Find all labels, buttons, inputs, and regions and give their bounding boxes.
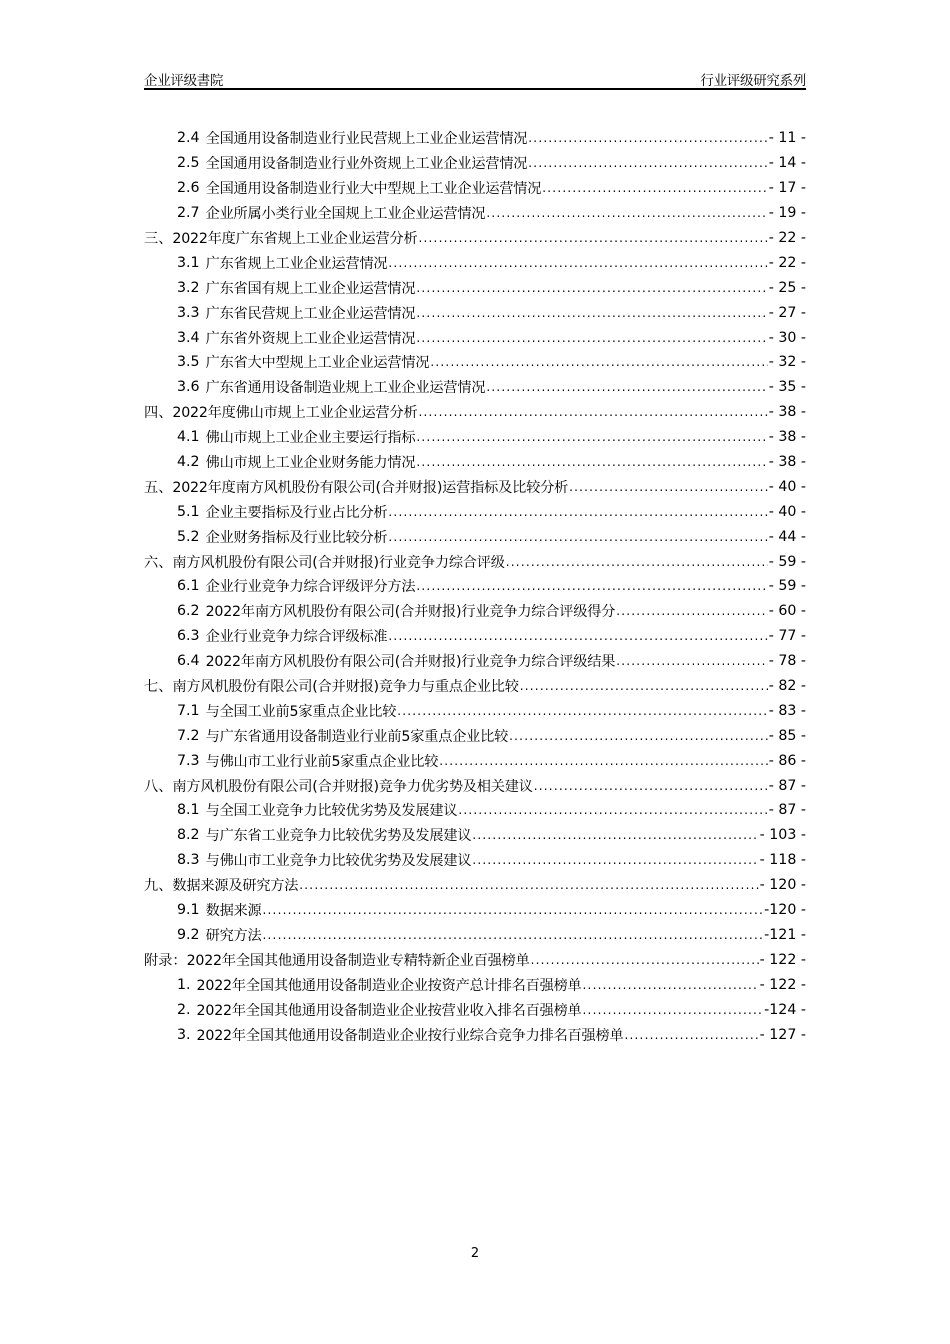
toc-subsection-entry[interactable] (144, 250, 806, 275)
toc-subsection-entry[interactable] (144, 425, 806, 450)
toc-dot-leader (299, 878, 758, 892)
toc-subsection-entry[interactable] (144, 798, 806, 823)
toc-subsection-entry[interactable] (144, 698, 806, 723)
toc-entry-page: - 103 - (759, 827, 806, 844)
toc-entry-title: 2022年南方风机股份有限公司(合并财报)行业竞争力综合评级结果 (205, 654, 616, 671)
toc-entry-title: 佛山市规上工业企业主要运行指标 (205, 430, 416, 447)
toc-dot-leader (583, 978, 759, 992)
toc-entry-title: 全国通用设备制造业行业大中型规上工业企业运营情况 (205, 181, 542, 198)
toc-entry-page: -124 - (764, 1001, 806, 1018)
toc-entry-page: - 59 - (768, 553, 806, 570)
toc-section-entry[interactable] (144, 226, 806, 251)
toc-subsection-entry[interactable] (144, 499, 806, 524)
toc-entry-title: 与广东省通用设备制造业行业前5家重点企业比较 (205, 728, 509, 745)
toc-subsection-entry[interactable] (144, 574, 806, 599)
toc-entry-number: 4.1 (177, 429, 200, 446)
toc-entry-page: - 14 - (768, 155, 806, 172)
header-publisher: 企业评级書院 (144, 73, 224, 89)
toc-entry-page: - 19 - (768, 205, 806, 222)
toc-subsection-entry[interactable] (144, 300, 806, 325)
toc-dot-leader (416, 430, 767, 444)
toc-dot-leader (397, 704, 767, 718)
toc-entry-title: 广东省外资规上工业企业运营情况 (205, 330, 416, 347)
toc-entry-number: 2. (177, 1001, 191, 1018)
toc-dot-leader (531, 953, 759, 967)
toc-dot-leader (416, 306, 767, 320)
toc-entry-number: 七、 (144, 679, 173, 696)
toc-entry-page: - 38 - (768, 454, 806, 471)
toc-entry-page: - 27 - (768, 304, 806, 321)
toc-entry-number: 8.2 (177, 827, 200, 844)
toc-entry-page: - 25 - (768, 279, 806, 296)
toc-entry-title: 广东省民营规上工业企业运营情况 (205, 305, 416, 322)
toc-subsection-entry[interactable] (144, 151, 806, 176)
toc-entry-number: 3.3 (177, 304, 200, 321)
toc-entry-number: 6.2 (177, 603, 200, 620)
toc-dot-leader (520, 679, 768, 693)
toc-entry-title: 企业行业竞争力综合评级评分方法 (205, 579, 416, 596)
toc-subsection-entry[interactable] (144, 325, 806, 350)
toc-subsection-entry[interactable] (144, 375, 806, 400)
toc-entry-title: 研究方法 (205, 927, 262, 944)
toc-entry-title: 数据来源及研究方法 (172, 878, 299, 895)
toc-entry-number: 3.5 (177, 354, 200, 371)
toc-entry-number: 1. (177, 976, 191, 993)
toc-entry-title: 数据来源 (205, 903, 262, 920)
toc-entry-title: 与广东省工业竞争力比较优劣势及发展建议 (205, 828, 472, 845)
toc-entry-number: 6.4 (177, 653, 200, 670)
toc-entry-number: 8.3 (177, 852, 200, 869)
toc-entry-page: - 77 - (768, 628, 806, 645)
toc-dot-leader (486, 380, 767, 394)
toc-entry-title: 2022年度南方风机股份有限公司(合并财报)运营指标及比较分析 (172, 479, 569, 496)
toc-dot-leader (419, 231, 768, 245)
toc-entry-title: 与全国工业前5家重点企业比较 (205, 703, 397, 720)
toc-entry-number: 7.1 (177, 702, 200, 719)
toc-entry-page: - 38 - (768, 404, 806, 421)
toc-entry-title: 2022年南方风机股份有限公司(合并财报)行业竞争力综合评级得分 (205, 604, 616, 621)
toc-subsection-entry[interactable] (144, 748, 806, 773)
toc-dot-leader (472, 828, 758, 842)
toc-section-entry[interactable] (144, 873, 806, 898)
toc-entry-page: - 85 - (768, 727, 806, 744)
toc-entry-page: - 87 - (768, 777, 806, 794)
toc-entry-page: - 17 - (768, 180, 806, 197)
toc-dot-leader (419, 405, 768, 419)
toc-entry-title: 与佛山市工业竞争力比较优劣势及发展建议 (205, 853, 472, 870)
toc-entry-title: 2022年度广东省规上工业企业运营分析 (172, 231, 418, 247)
toc-entry-page: - 120 - (759, 877, 806, 894)
toc-subsection-entry[interactable] (144, 624, 806, 649)
toc-entry-title: 全国通用设备制造业行业民营规上工业企业运营情况 (205, 131, 528, 148)
toc-subsection-entry[interactable] (144, 350, 806, 375)
toc-subsection-entry[interactable] (144, 275, 806, 300)
toc-entry-number: 九、 (144, 878, 173, 895)
toc-entry-page: - 82 - (768, 678, 806, 695)
toc-dot-leader (528, 131, 767, 145)
toc-entry-number: 2.5 (177, 155, 200, 172)
toc-entry-number: 6.1 (177, 578, 200, 595)
toc-subsection-entry[interactable] (144, 848, 806, 873)
toc-entry-number: 8.1 (177, 802, 200, 819)
toc-dot-leader (388, 629, 767, 643)
toc-entry-page: - 59 - (768, 578, 806, 595)
toc-entry-title: 广东省通用设备制造业规上工业企业运营情况 (205, 380, 486, 397)
toc-dot-leader (472, 853, 758, 867)
toc-dot-leader (388, 505, 767, 519)
toc-entry-page: - 78 - (768, 653, 806, 670)
toc-entry-page: -120 - (764, 902, 806, 919)
toc-dot-leader (263, 903, 764, 917)
toc-subsection-entry[interactable] (144, 723, 806, 748)
toc-entry-page: - 30 - (768, 329, 806, 346)
toc-dot-leader (458, 803, 767, 817)
toc-entry-number: 5.1 (177, 503, 200, 520)
toc-entry-page: - 32 - (768, 354, 806, 371)
toc-entry-number: 2.6 (177, 180, 200, 197)
toc-subsection-entry[interactable] (144, 997, 806, 1022)
toc-subsection-entry[interactable] (144, 599, 806, 624)
table-of-contents (144, 126, 806, 1047)
toc-subsection-entry[interactable] (144, 450, 806, 475)
toc-section-entry[interactable] (144, 674, 806, 699)
toc-entry-page: - 22 - (768, 254, 806, 271)
toc-entry-page: - 118 - (759, 852, 806, 869)
toc-dot-leader (416, 331, 767, 345)
toc-dot-leader (616, 654, 767, 668)
toc-entry-number: 4.2 (177, 454, 200, 471)
header-series: 行业评级研究系列 (700, 73, 806, 89)
toc-entry-number: 五、 (144, 479, 173, 496)
toc-entry-number: 2.7 (177, 205, 200, 222)
toc-entry-title: 南方风机股份有限公司(合并财报)行业竞争力综合评级 (172, 554, 505, 571)
toc-section-entry[interactable] (144, 549, 806, 574)
toc-entry-number: 7.2 (177, 727, 200, 744)
toc-section-entry[interactable] (144, 474, 806, 499)
toc-entry-page: - 11 - (768, 130, 806, 147)
page-number: 2 (470, 1246, 480, 1261)
toc-entry-title: 2022年全国其他通用设备制造业专精特新企业百强榜单 (186, 952, 530, 969)
toc-entry-page: - 122 - (759, 976, 806, 993)
toc-entry-title: 广东省大中型规上工业企业运营情况 (205, 355, 430, 372)
toc-entry-title: 企业主要指标及行业占比分析 (205, 504, 388, 521)
toc-entry-number: 9.1 (177, 902, 200, 919)
toc-entry-title: 广东省规上工业企业运营情况 (205, 255, 388, 272)
toc-entry-page: - 86 - (768, 752, 806, 769)
toc-dot-leader (416, 455, 767, 469)
toc-section-entry[interactable] (144, 947, 806, 972)
toc-entry-page: - 44 - (768, 528, 806, 545)
toc-dot-leader (416, 579, 767, 593)
toc-section-entry[interactable] (144, 400, 806, 425)
toc-subsection-entry[interactable] (144, 649, 806, 674)
toc-dot-leader (506, 555, 768, 569)
toc-entry-number: 3.4 (177, 329, 200, 346)
toc-dot-leader (388, 530, 767, 544)
toc-entry-page: - 87 - (768, 802, 806, 819)
toc-subsection-entry[interactable] (144, 898, 806, 923)
toc-entry-title: 企业财务指标及行业比较分析 (205, 529, 388, 546)
toc-section-entry[interactable] (144, 773, 806, 798)
toc-subsection-entry[interactable] (144, 972, 806, 997)
toc-entry-number: 7.3 (177, 752, 200, 769)
toc-entry-number: 3.6 (177, 379, 200, 396)
toc-subsection-entry[interactable] (144, 923, 806, 948)
toc-entry-title: 广东省国有规上工业企业运营情况 (205, 280, 416, 297)
toc-entry-page: - 35 - (768, 379, 806, 396)
toc-entry-title: 2022年度佛山市规上工业企业运营分析 (172, 405, 418, 422)
toc-dot-leader (542, 181, 767, 195)
toc-entry-page: - 83 - (768, 702, 806, 719)
toc-entry-page: - 122 - (759, 951, 806, 968)
toc-subsection-entry[interactable] (144, 823, 806, 848)
toc-dot-leader (388, 256, 767, 270)
toc-dot-leader (569, 480, 768, 494)
toc-entry-number: 三、 (144, 231, 173, 247)
toc-entry-title: 全国通用设备制造业行业外资规上工业企业运营情况 (205, 156, 528, 173)
toc-entry-number: 3. (177, 1026, 191, 1043)
toc-dot-leader (430, 355, 767, 369)
toc-entry-title: 南方风机股份有限公司(合并财报)竞争力与重点企业比较 (172, 679, 519, 696)
toc-entry-page: -121 - (764, 926, 806, 943)
toc-entry-number: 6.3 (177, 628, 200, 645)
toc-entry-number: 5.2 (177, 528, 200, 545)
toc-entry-title: 与佛山市工业行业前5家重点企业比较 (205, 753, 439, 770)
toc-dot-leader (583, 1003, 764, 1017)
toc-entry-number: 四、 (144, 405, 173, 422)
toc-entry-page: - 22 - (768, 230, 806, 246)
toc-entry-number: 附录： (144, 952, 187, 969)
toc-entry-number: 八、 (144, 778, 173, 795)
toc-entry-title: 与全国工业竞争力比较优劣势及发展建议 (205, 803, 458, 820)
toc-entry-number: 六、 (144, 554, 173, 571)
toc-entry-title: 企业行业竞争力综合评级标准 (205, 629, 388, 646)
toc-entry-title: 佛山市规上工业企业财务能力情况 (205, 455, 416, 472)
toc-entry-number: 2.4 (177, 130, 200, 147)
toc-dot-leader (486, 206, 767, 220)
toc-entry-page: - 38 - (768, 429, 806, 446)
toc-dot-leader (625, 1028, 759, 1042)
toc-dot-leader (263, 928, 764, 942)
toc-entry-number: 3.1 (177, 254, 200, 271)
toc-entry-title: 南方风机股份有限公司(合并财报)竞争力优劣势及相关建议 (172, 778, 533, 795)
toc-dot-leader (416, 281, 767, 295)
toc-entry-page: - 40 - (768, 503, 806, 520)
toc-dot-leader (509, 729, 768, 743)
toc-subsection-entry[interactable] (144, 201, 806, 226)
toc-subsection-entry[interactable] (144, 126, 806, 151)
toc-dot-leader (534, 779, 768, 793)
toc-entry-page: - 60 - (768, 603, 806, 620)
toc-entry-page: - 127 - (759, 1026, 806, 1043)
toc-entry-number: 3.2 (177, 279, 200, 296)
toc-entry-title: 2022年全国其他通用设备制造业企业按营业收入排名百强榜单 (196, 1002, 582, 1019)
toc-dot-leader (439, 754, 767, 768)
toc-dot-leader (616, 604, 767, 618)
toc-dot-leader (528, 156, 767, 170)
toc-entry-title: 2022年全国其他通用设备制造业企业按行业综合竞争力排名百强榜单 (196, 1027, 624, 1044)
toc-entry-number: 9.2 (177, 926, 200, 943)
page-header (144, 68, 806, 90)
toc-subsection-entry[interactable] (144, 524, 806, 549)
toc-entry-title: 2022年全国其他通用设备制造业企业按资产总计排名百强榜单 (196, 977, 582, 994)
toc-subsection-entry[interactable] (144, 176, 806, 201)
toc-entry-title: 企业所属小类行业全国规上工业企业运营情况 (205, 206, 486, 223)
toc-subsection-entry[interactable] (144, 1022, 806, 1047)
toc-entry-page: - 40 - (768, 478, 806, 495)
